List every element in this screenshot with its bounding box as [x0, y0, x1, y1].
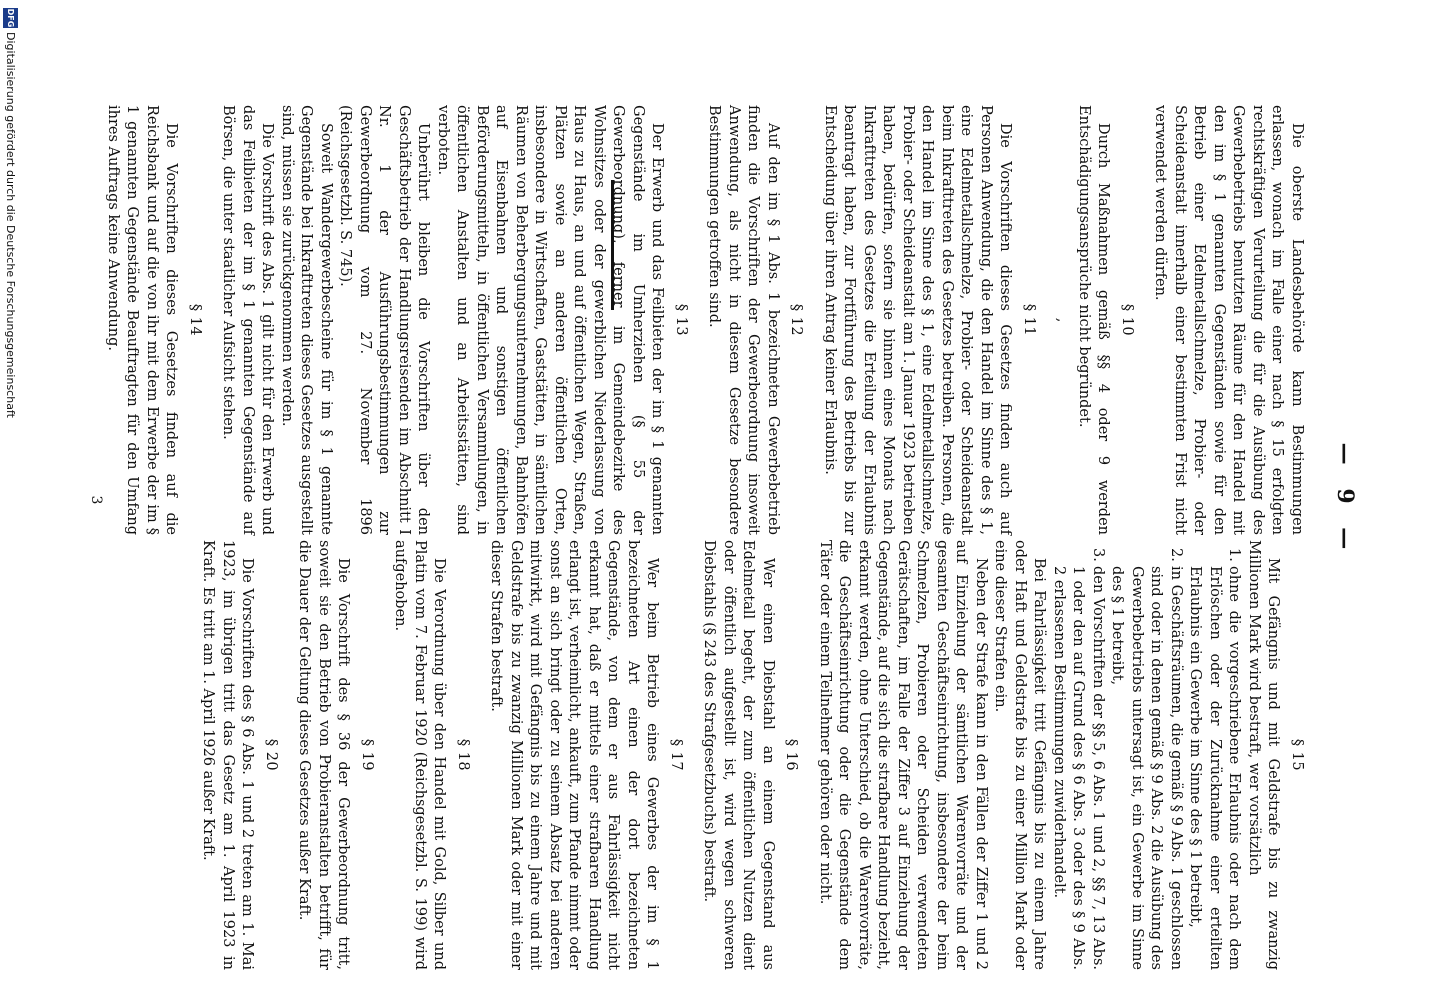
section-14-text: Die Vorschriften dieses Gesetzes finden auf die Reichsbank und auf die von ihr mit dem Erwerbe der im § 1 genannten Gegenstände Beauftragten für den Umfang ihres Auftrags keine Anwendung.	[105, 105, 180, 535]
item-text: in Geschäftsräumen, die gemäß § 9 Abs. 1 geschlossen sind oder in denen gemäß § 9 Abs. 2 die Ausübung des Gewerbebetriebs untersagt ist, ein Gewerbe im Sinne des § 1 betreibt,	[1109, 566, 1184, 970]
section-15-intro: Mit Gefängnis und mit Geldstrafe bis zu zwanzig Millionen Mark wird bestraft, wer vorsätzlich	[1246, 540, 1282, 970]
section-heading-18: § 18	[455, 738, 471, 772]
section-15-paragraph-2: Bei Fahrlässigkeit tritt Gefängnis bis zu einem Jahre oder Haft und Geldstrafe bis zu einer Million Mark oder eine dieser Strafen ein.	[992, 540, 1048, 970]
section-15-item-1	[1185, 548, 1244, 970]
page-number: 3	[88, 495, 104, 505]
section-heading-12: § 12	[788, 303, 805, 337]
section-13-paragraph-1: Der Erwerb und das Feilbieten der im § 1 genannten Gegenstände im Umherziehen (§ 55 der Gewerbeordnung), ferner im Gemeindebezirke des Wohnsitzes oder der gewerblichen Niederlassung von Haus zu Haus, an und auf öffentlichen Wegen, Straßen, Plätzen sowie an anderen öffentlichen Orten, insbesondere in Wirtschaften, Gaststätten, in sämtlichen Räumen von Beherbergungsunternehmungen, Bahnhöfen auf Eisenbahnen und sonstigen öffentlichen Beförderungsmitteln, in öffentlichen Versammlungen, in öffentlichen Anstalten und an Arbeitsstätten, sind verboten.	[435, 105, 666, 535]
stray-mark: ,	[1054, 317, 1071, 323]
section-heading-10: § 10	[1119, 303, 1135, 337]
item-number: 3.	[1090, 548, 1106, 562]
section-heading-17: § 17	[668, 738, 684, 772]
left-column	[103, 105, 1307, 535]
item-number: 2.	[1168, 548, 1184, 562]
section-15-item-2	[1107, 548, 1185, 970]
section-11-text: Die Vorschriften dieses Gesetzes finden auch auf Personen Anwendung, die den Handel im Sinne des § 1, eine Edelmetallschmelze, Probier- oder Scheideanstalt beim Inkrafttreten des Gesetzes betreiben. Personen, die den Handel im Sinne des § 1, eine Edelmetallschmelze, Probier- oder Scheideanstalt am 1. Januar 1923 betrieben haben, bedürfen, sofern sie binnen eines Monats nach Inkrafttreten des Gesetzes die Erteilung der Erlaubnis beantragt haben, zur Fortführung des Betriebs bis zur Entscheidung über ihren Antrag keiner Erlaubnis.	[822, 105, 1014, 535]
section-13-paragraph-3: Soweit Wandergewerbescheine für im § 1 genannte Gegenstände bei Inkrafttreten dieses Gesetzes ausgestellt sind, müssen sie zurückgenommen werden.	[279, 105, 334, 535]
page-header-mark: — 9 —	[1332, 442, 1358, 558]
section-heading-13: § 13	[673, 303, 689, 337]
section-heading-16: § 16	[783, 738, 800, 772]
right-column	[198, 540, 1306, 970]
item-number: 1.	[1226, 548, 1243, 562]
section-17-text: Wer beim Betrieb eines Gewerbes der im § 1 bezeichneten Art einen der dort bezeichneten Gegenstände, von dem er aus Fahrlässigkeit nicht erkannt hat, daß er mittels einer strafbaren Handlung erlangt ist, verheimlicht, ankauft, zum Pfande nimmt oder sonst an sich bringt oder zu seinem Absatz bei anderen mitwirkt, wird mit Gefängnis bis zu einem Jahre und mit Geldstrafe bis zu zwanzig Millionen Mark oder mit einer dieser Strafen bestraft.	[488, 540, 661, 970]
digitization-credit	[0, 0, 20, 1000]
section-16-text: Wer einen Diebstahl an einem Gegenstand aus Edelmetall begeht, der zum öffentlichen Nutzen dient oder öffentlich aufgestellt ist, wird wegen schweren Diebstahls (§ 243 des Strafgesetzbuchs) bestraft.	[701, 540, 776, 970]
dfg-logo-icon: DFG	[3, 8, 18, 28]
credit-text: Digitalisierung gefördert durch die Deutsche Forschungsgemeinschaft	[4, 32, 17, 418]
section-18-text: Die Verordnung über den Handel mit Gold, Silber und Platin vom 7. Februar 1920 (Reichsgesetzbl. S. 199) wird aufgehoben.	[392, 540, 448, 970]
section-15-paragraph-3: Neben der Strafe kann in den Fällen der Ziffer 1 und 2 auf Einziehung der sämtlichen Warenvorräte und der gesamten Geschäftseinrichtung, insbesondere der beim Schmelzen, Probieren oder Scheiden verwendeten Gerätschaften, im Falle der Ziffer 3 auf Einziehung der Gegenstände, auf die sich die strafbare Handlung bezieht, erkannt werden, ohne Unterschied, ob die Warenvorräte, die Geschäftseinrichtung oder die Gegenstände dem Täter oder einem Teilnehmer gehören oder nicht.	[817, 540, 989, 970]
section-12-text: Auf den im § 1 Abs. 1 bezeichneten Gewerbebetrieb finden die Vorschriften der Gewerbeordnung insoweit Anwendung, als nicht in diesem Gesetze besondere Bestimmungen getroffen sind.	[706, 105, 781, 535]
item-text: den Vorschriften der §§ 5, 6 Abs. 1 und 2, §§ 7, 13 Abs. 1 oder den auf Grund des § 6 Abs. 3 oder des § 9 Abs. 2 erlassenen Bestimmungen zuwiderhandelt.	[1051, 566, 1106, 970]
section-heading-19: § 19	[359, 738, 375, 772]
item-text: ohne die vorgeschriebene Erlaubnis oder nach dem Erlöschen oder der Zurücknahme einer erteilten Erlaubnis ein Gewerbe im Sinne des § 1 betreibt,	[1187, 566, 1243, 970]
end-of-text-rule	[611, 180, 614, 310]
section-heading-14: § 14	[187, 303, 203, 337]
section-15-item-3	[1049, 548, 1108, 970]
paragraph-intro: Die oberste Landesbehörde kann Bestimmungen erlassen, wonach im Falle einer nach § 15 erfolgten rechtskräftigen Verurteilung die für die Ausübung des Gewerbebetriebs benutzten Räume für den Handel mit den im § 1 genannten Gegenständen sowie für den Betrieb einer Edelmetallschmelze, Probier- oder Scheideanstalt innerhalb einer bestimmten Frist nicht verwendet werden dürfen.	[1152, 105, 1305, 535]
section-13-paragraph-4: Die Vorschrift des Abs. 1 gilt nicht für den Erwerb und das Feilbieten der im § 1 genannten Gegenstände auf Börsen, die unter staatlicher Aufsicht stehen.	[220, 105, 276, 535]
section-19-text: Die Vorschrift des § 36 der Gewerbeordnung tritt, soweit sie den Betrieb von Probieranstalten betrifft, für die Dauer der Geltung dieses Gesetzes außer Kraft.	[296, 540, 352, 970]
section-13-paragraph-2: Unberührt bleiben die Vorschriften über den Geschäftsbetrieb der Handlungsreisenden im Abschnitt I Nr. 1 der Ausführungsbestimmungen zur Gewerbeordnung vom 27. November 1896 (Reichsgesetzbl. S. 745).	[337, 105, 432, 535]
section-heading-15: § 15	[1289, 738, 1305, 772]
section-heading-20: § 20	[263, 738, 279, 772]
section-20-text: Die Vorschriften des § 6 Abs. 1 und 2 treten am 1. Mai 1923, im übrigen tritt das Gesetz am 1. April 1923 in Kraft. Es tritt am 1. April 1926 außer Kraft.	[200, 540, 256, 970]
section-heading-11: § 11	[1021, 303, 1037, 337]
section-10-text: Durch Maßnahmen gemäß §§ 4 oder 9 werden Entschädigungsansprüche nicht begründet.	[1076, 105, 1112, 535]
